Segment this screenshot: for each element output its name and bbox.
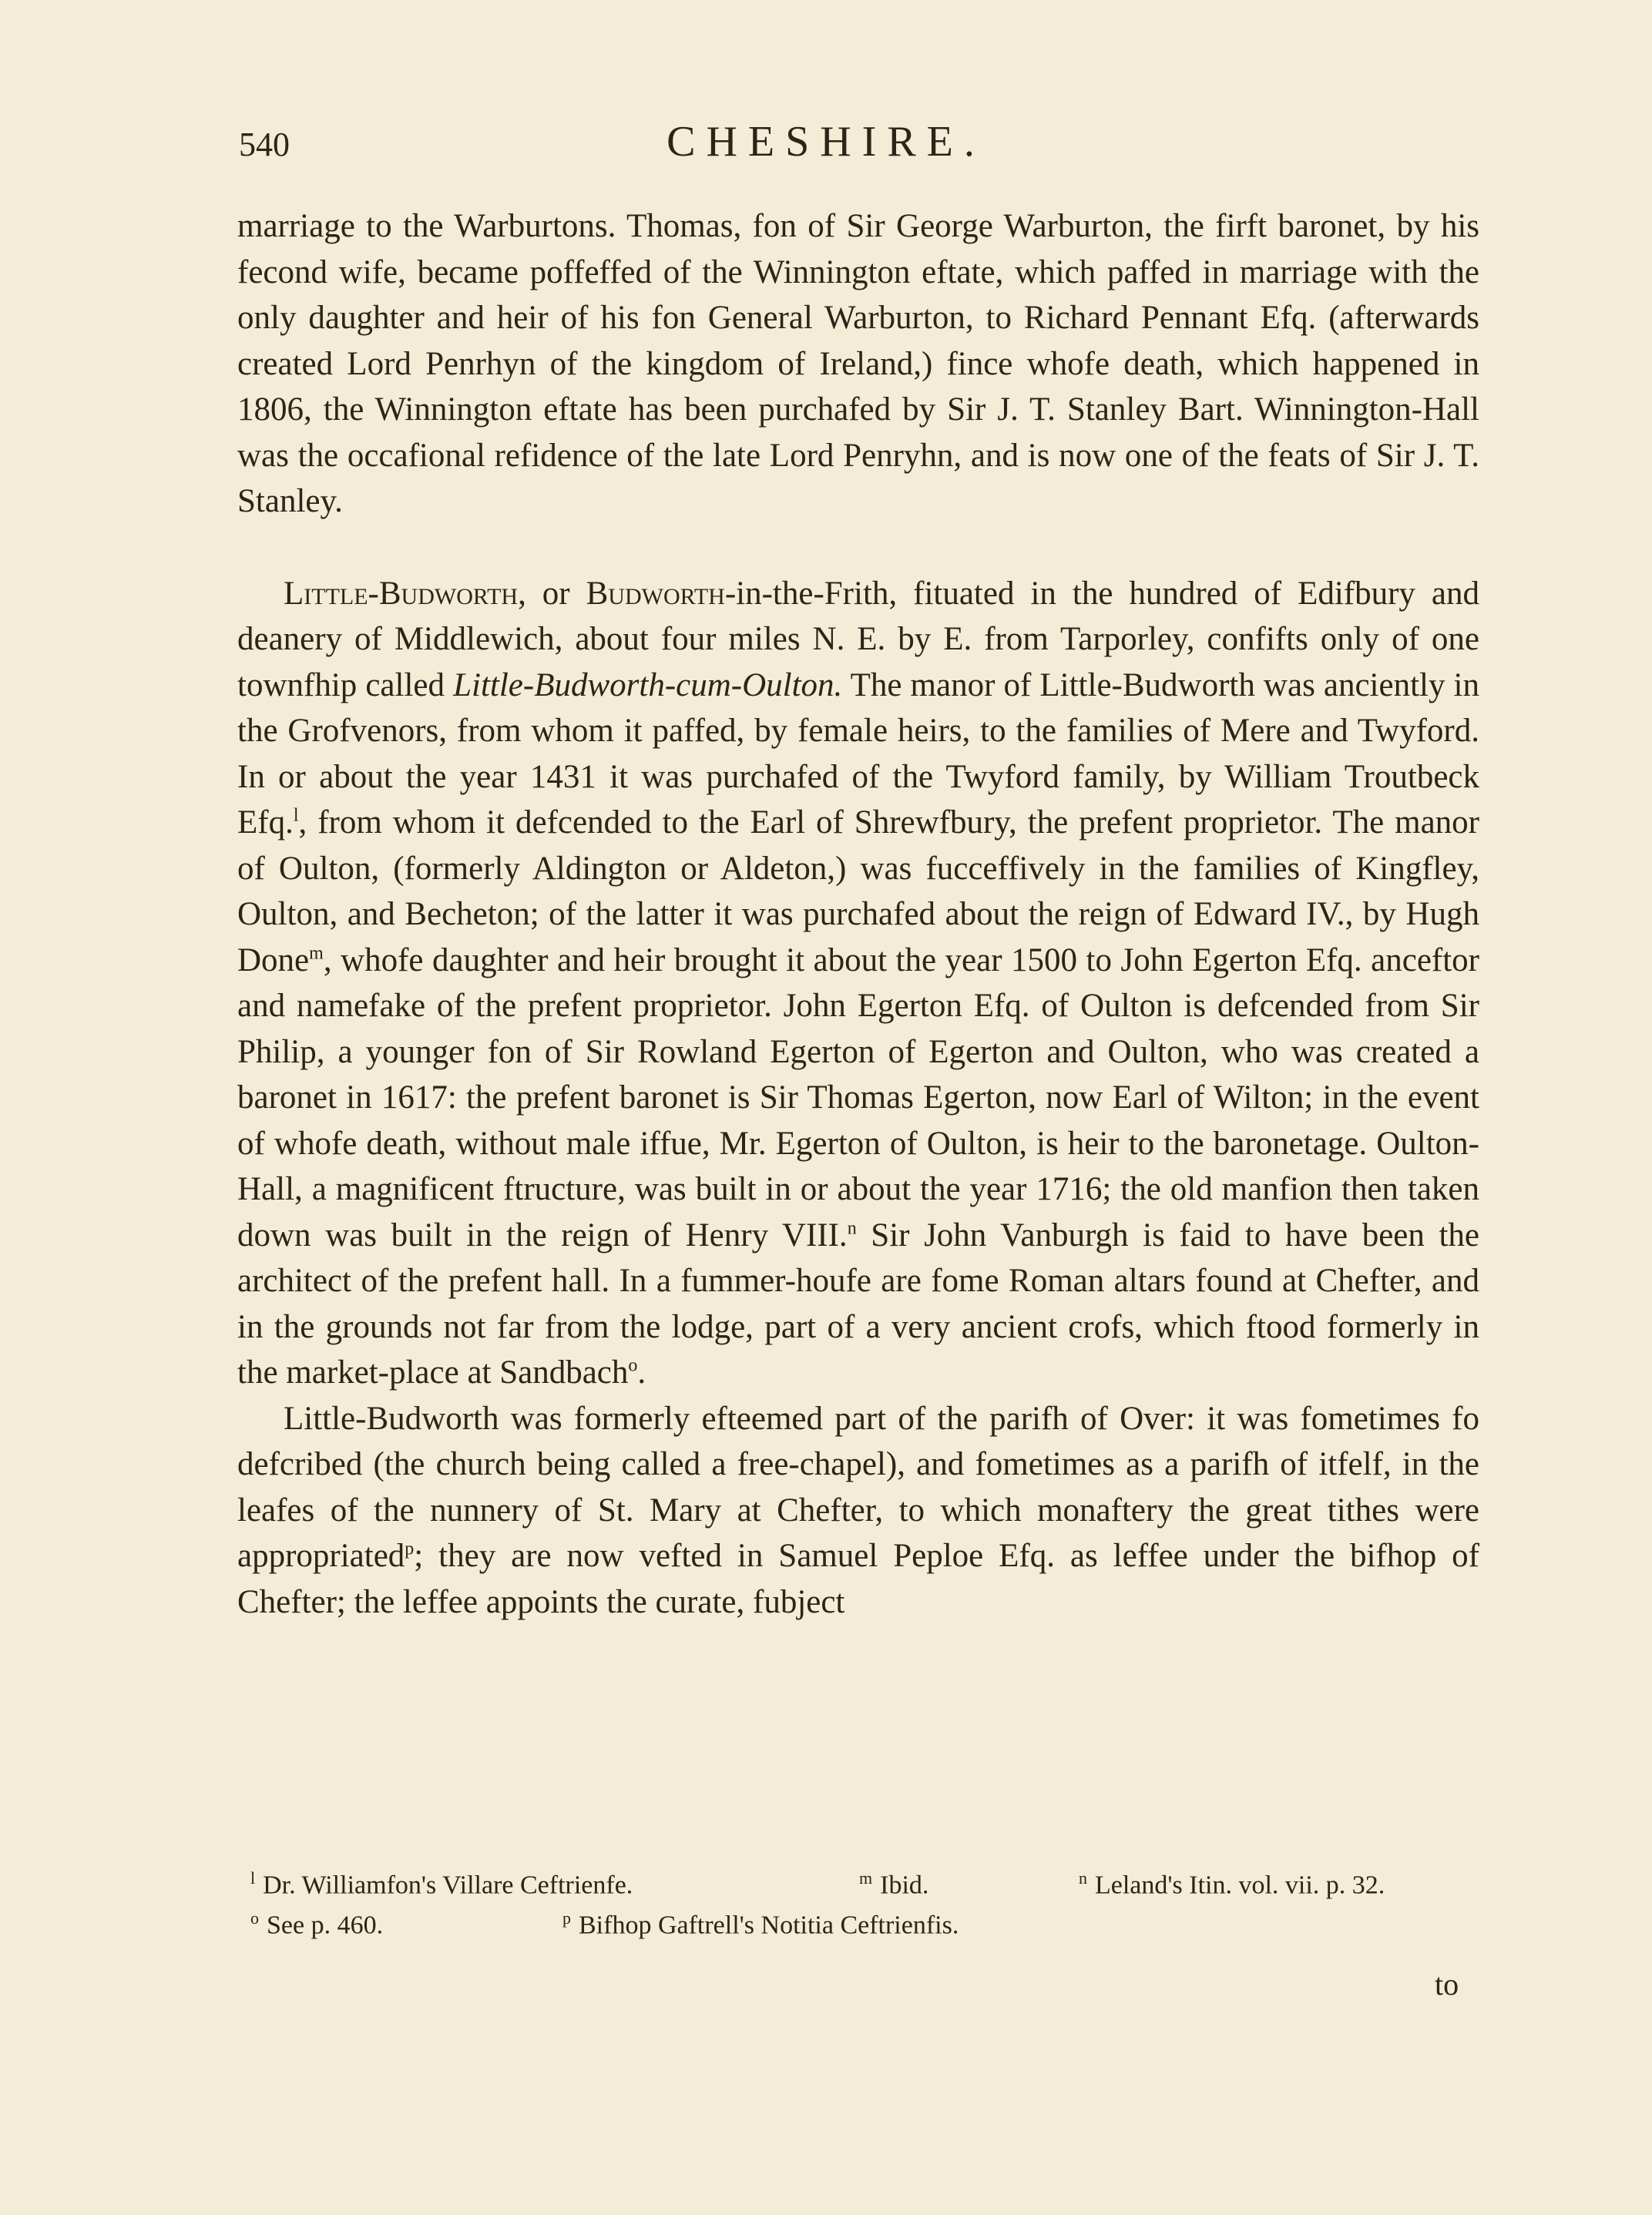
place-name: Budworth bbox=[586, 575, 725, 612]
place-name: Little-Budworth bbox=[284, 575, 519, 612]
footnote-row bbox=[250, 1898, 1483, 1938]
footnote-ref-n[interactable]: n bbox=[847, 1218, 857, 1239]
footnote-ref-m[interactable]: m bbox=[309, 943, 324, 964]
paragraph: marriage to the Warburtons. Thomas, fon of Sir George Warburton, the firft baronet, by his fecond wife, became poffeffed of the Winnington eftate, which paffed in marriage with the only daughter and heir of his fon General Warburton, to Richard Pennant Efq. (afterwards created Lord Penrhyn of the kingdom of Ireland,) fince whofe death, which happened in 1806, the Winnington eftate has been purchafed by Sir J. T. Stanley Bart. Winnington-Hall was the occafional refidence of the late Lord Penryhn, and is now one of the feats of Sir J. T. Stanley. bbox=[237, 208, 1479, 519]
paragraph: Little-Budworth, or Budworth-in-the-Frith, fituated in the hundred of Edifbury and deanery of Middlewich, about four miles N. E. by E. from Tarporley, confifts only of one townfhip called Little-Budworth-cum-Oulton. The manor of Little-Budworth was anciently in the Grofvenors, from whom it paffed, by female heirs, to the families of Mere and Twyford. In or about the year 1431 it was purchafed of the Twyford family, by William Troutbeck Efq.$^l$, from whom it defcended to the Earl of Shrewfbury, the prefent proprietor. The manor of Oulton, (formerly Aldington or Aldeton,) was fucceffively in the families of Kingfley, Oulton, and Becheton; of the latter it was purchafed about the reign of Edward IV., by Hugh Done$^m$, whofe daughter and heir brought it about the year 1500 to John Egerton Efq. anceftor and namefake of the prefent proprietor. John Egerton Efq. of Oulton is defcended from Sir Philip, a younger fon of Sir Rowland Egerton of Egerton and Oulton, who was created a baronet in 1617: the prefent baronet is Sir Thomas Egerton, now Earl of Wilton; in the event of whofe death, without male iffue, Mr. Egerton of Oulton, is heir to the baronetage. Oulton-Hall, a magnificent ftructure, was built in or about the year 1716; the old manfion then taken down was built in the reign of Henry VIII.$^n$ Sir John Vanburgh is faid to have been the architect of the prefent hall. In a fummer-houfe are fome Roman altars found at Chefter, and in the grounds not far from the lodge, part of a very ancient crofs, which ftood formerly in the market-place at Sandbach$^o$. bbox=[237, 575, 1480, 1391]
footnotes bbox=[250, 1858, 1483, 1938]
footnote: $^p$ Bifhop Gaftrell's Notitia Ceftrienfis. bbox=[562, 1908, 959, 1940]
footnote-ref-p[interactable]: p bbox=[405, 1539, 415, 1559]
catchword: to bbox=[1435, 1967, 1459, 2002]
running-title: CHESHIRE. bbox=[667, 118, 985, 166]
footnote: $^n$ Leland's Itin. vol. vii. p. 32. bbox=[1079, 1868, 1385, 1900]
township-name: Little-Budworth-cum-Oulton. bbox=[453, 666, 843, 703]
page-header bbox=[0, 117, 1652, 179]
body-text bbox=[237, 203, 1479, 1625]
footnote: $^o$ See p. 460. bbox=[250, 1908, 384, 1940]
footnote-ref-o[interactable]: o bbox=[628, 1355, 638, 1376]
footnote-row bbox=[250, 1858, 1483, 1898]
footnote: $^m$ Ibid. bbox=[859, 1868, 929, 1900]
page-number: 540 bbox=[239, 126, 290, 163]
footnote: $^l$ Dr. Williamfon's Villare Ceftrienfe. bbox=[250, 1868, 633, 1900]
footnote-ref-l[interactable]: l bbox=[293, 805, 299, 826]
paragraph: Little-Budworth was formerly efteemed part of the parifh of Over: it was fometimes fo defcribed (the church being called a free-chapel), and fometimes as a parifh of itfelf, in the leafes of the nunnery of St. Mary at Chefter, to which monaftery the great tithes were appropriated$^p$; they are now vefted in Samuel Peploe Efq. as leffee under the bifhop of Chefter; the leffee appoints the curate, fubject bbox=[237, 1400, 1479, 1620]
